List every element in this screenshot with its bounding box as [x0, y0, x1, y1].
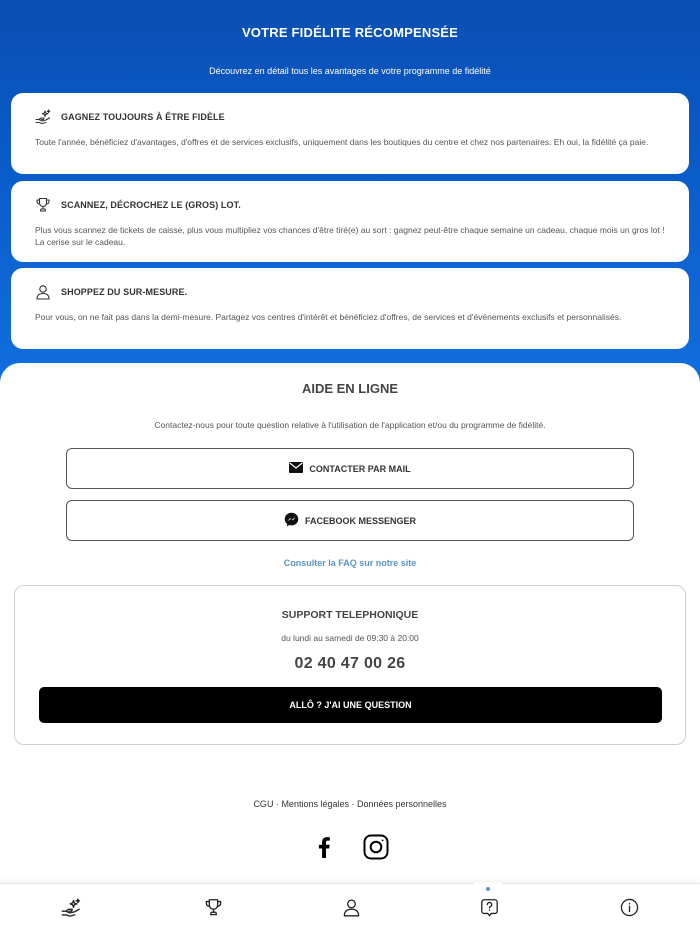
- phone-support-card: [14, 585, 686, 745]
- cgu-link[interactable]: CGU: [253, 799, 274, 809]
- trophy-icon: [35, 197, 51, 213]
- facebook-messenger-label: FACEBOOK MESSENGER: [304, 515, 416, 526]
- mail-icon: [289, 462, 303, 475]
- support-phone-number[interactable]: 02 40 47 00 26: [294, 655, 406, 672]
- tab-info[interactable]: [618, 899, 640, 921]
- call-question-button[interactable]: ALLÔ ? J'AI UNE QUESTION: [39, 687, 662, 723]
- support-hours: du lundi au samedi de 09:30 à 20:00: [281, 633, 419, 643]
- mentions-legales-link[interactable]: Mentions légales: [281, 799, 349, 809]
- hero-title: VOTRE FIDÉLITE RÉCOMPENSÉE: [241, 25, 459, 40]
- hero-subtitle: Découvrez en détail tous les avantages de votre programme de fidélité: [209, 66, 491, 76]
- facebook-icon[interactable]: [309, 832, 339, 862]
- legal-separator: ·: [348, 799, 357, 809]
- legal-links: [0, 799, 700, 809]
- donnees-personnelles-link[interactable]: Données personnelles: [356, 799, 447, 809]
- tab-profile[interactable]: [340, 899, 362, 921]
- section-subtitle: Contactez-nous pour toute question relative à l'utilisation de l'application et/ou du programme de fidélité.: [154, 420, 546, 430]
- hand-sparkle-icon: [35, 109, 51, 125]
- legal-separator: ·: [273, 799, 282, 809]
- benefit-card-scan: [11, 181, 689, 262]
- contact-mail-label: CONTACTER PAR MAIL: [309, 463, 411, 474]
- social-links: [0, 832, 700, 862]
- user-icon: [342, 898, 361, 922]
- benefit-title: SCANNEZ, DÉCROCHEZ LE (GROS) LOT.: [61, 200, 241, 210]
- active-tab-indicator: [486, 887, 490, 891]
- benefit-text: Plus vous scannez de tickets de caisse, plus vous multipliez vos chances d'être tiré(e) au sort : gagnez peut-être chaque semaine un cadeau, chaque mois un gros lot ! La cerise sur le cadeau.: [35, 225, 665, 247]
- benefit-text: Pour vous, on ne fait pas dans la demi-mesure. Partagez vos centres d'intérêt et bénéficiez d'offres, de services et d'événements exclusifs et personnalisés.: [35, 312, 622, 322]
- info-icon: [620, 898, 639, 922]
- contact-mail-button[interactable]: [66, 448, 634, 489]
- benefit-card-fidelity: [11, 93, 689, 174]
- hand-sparkle-icon: [61, 898, 81, 923]
- benefit-title: SHOPPEZ DU SUR-MESURE.: [61, 287, 188, 297]
- benefit-text: Toute l'année, bénéficiez d'avantages, d'offres et de services exclusifs, uniquement dans les boutiques du centre et chez nos partenaires. Eh oui, la fidélité ça paie.: [35, 137, 649, 147]
- instagram-icon[interactable]: [361, 832, 391, 862]
- help-icon: [480, 898, 499, 922]
- bottom-tab-bar: [0, 883, 700, 934]
- faq-link[interactable]: Consulter la FAQ sur notre site: [283, 558, 417, 568]
- user-icon: [35, 284, 51, 300]
- benefit-title: GAGNEZ TOUJOURS À ÊTRE FIDÈLE: [61, 112, 225, 122]
- section-title: AIDE EN LIGNE: [301, 381, 399, 396]
- facebook-messenger-button[interactable]: [66, 500, 634, 541]
- tab-help[interactable]: [478, 899, 500, 921]
- trophy-icon: [204, 898, 223, 922]
- tab-contests[interactable]: [202, 899, 224, 921]
- tab-fidelity[interactable]: [60, 899, 82, 921]
- support-title: SUPPORT TELEPHONIQUE: [281, 609, 419, 621]
- messenger-icon: [284, 512, 299, 529]
- benefit-card-custom: [11, 268, 689, 349]
